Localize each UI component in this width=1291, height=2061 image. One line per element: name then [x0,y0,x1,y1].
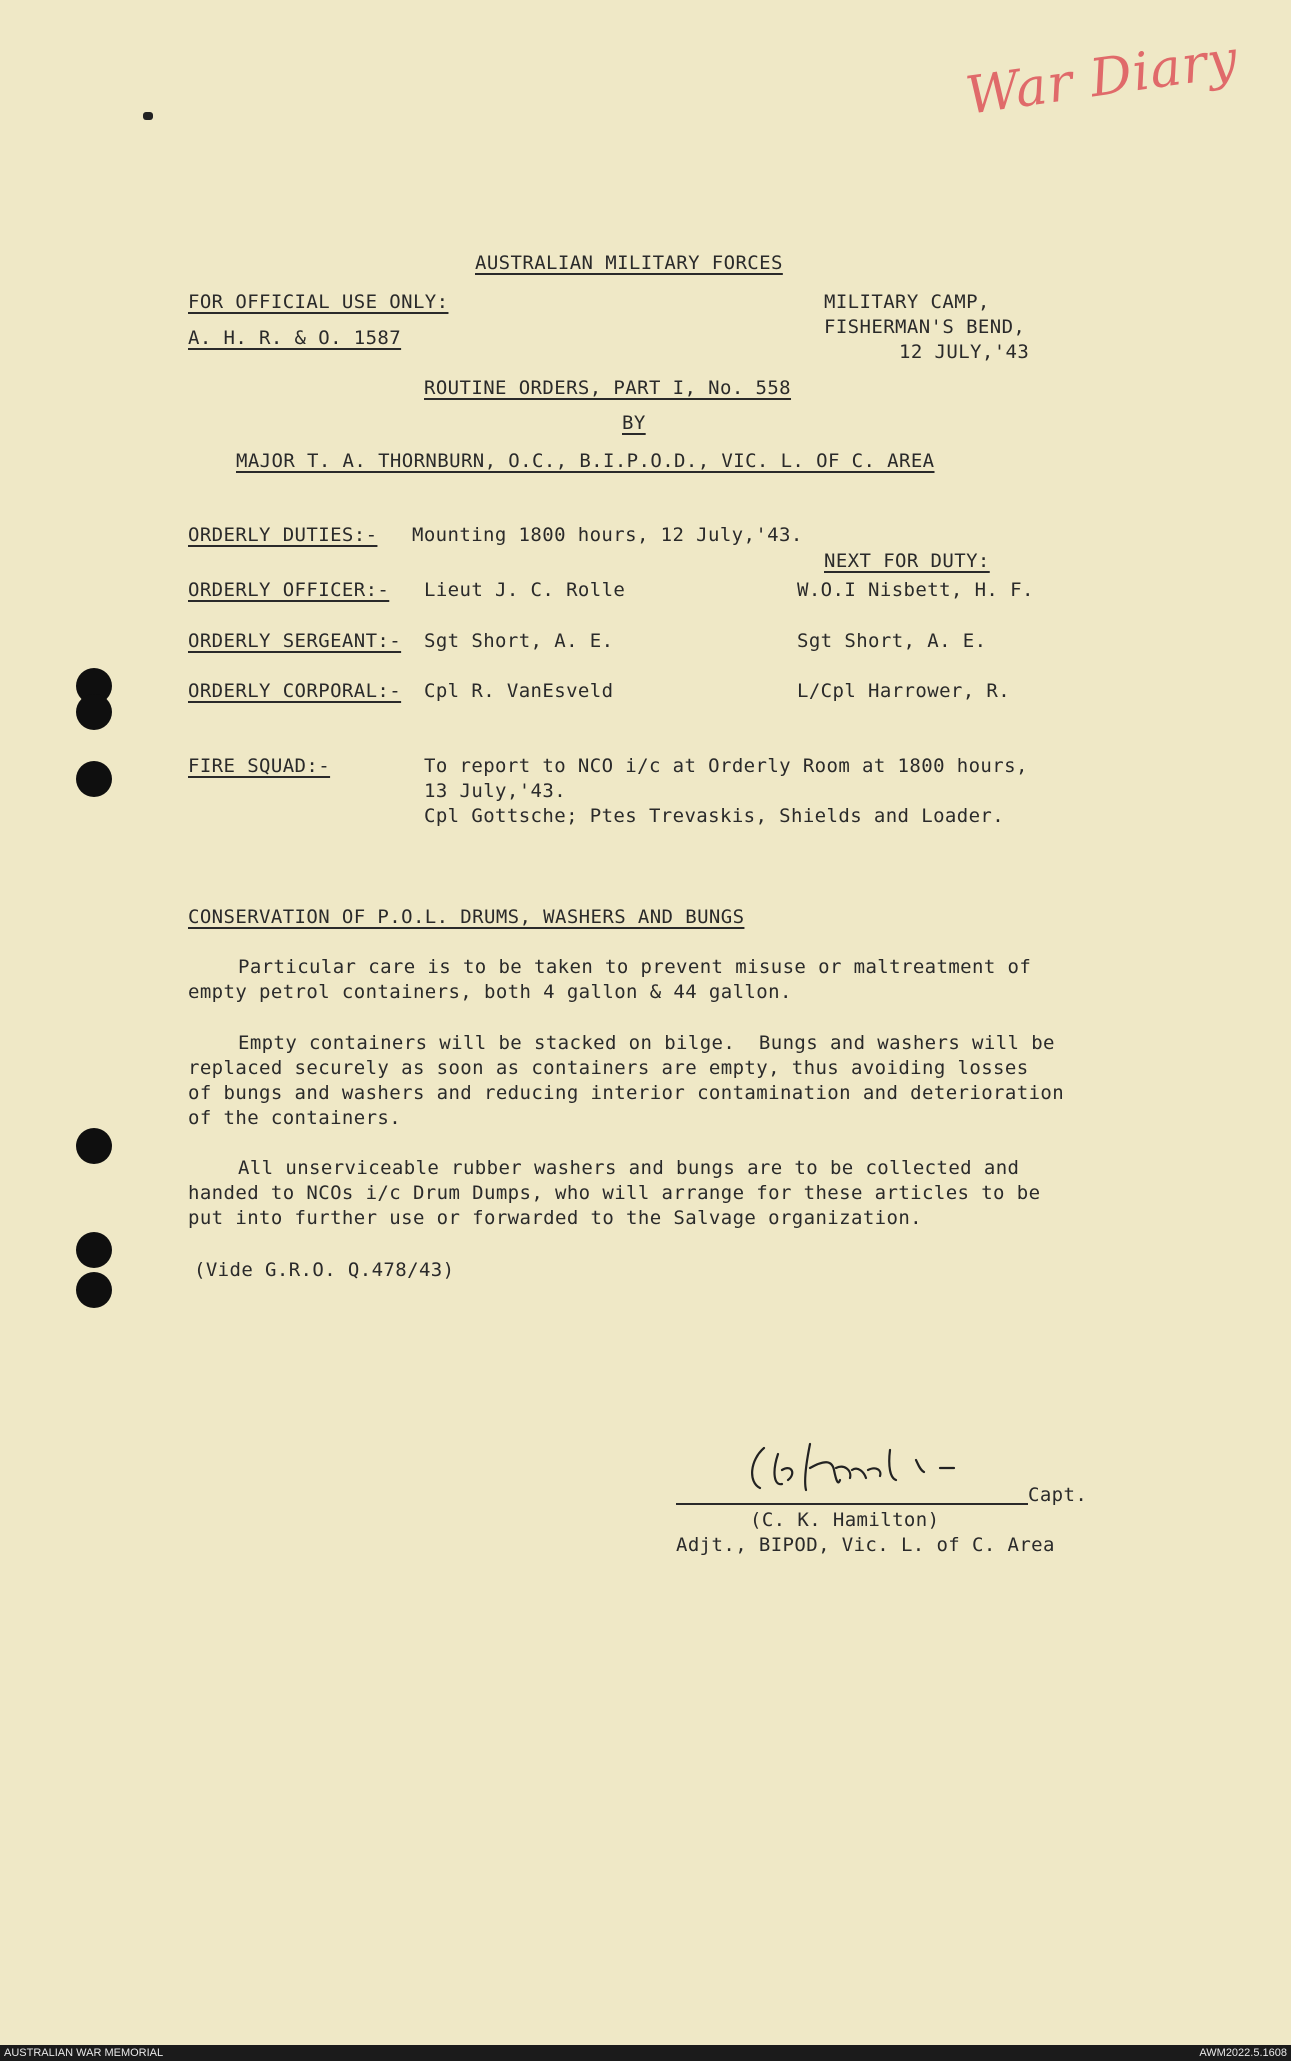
punch-hole [76,761,112,797]
orderly-officer-current: Lieut J. C. Rolle [424,579,626,601]
punch-hole [76,694,112,730]
document-date: 12 JULY,'43 [899,341,1030,363]
paragraph-2-line-3: of bungs and washers and reducing interior contamination and deterioration [188,1082,1065,1104]
footer-archive-name: AUSTRALIAN WAR MEMORIAL [4,2047,164,2059]
footer-accession-number: AWM2022.5.1608 [1199,2047,1287,2059]
location-line-2: FISHERMAN'S BEND, [824,316,1026,338]
handwritten-signature [740,1430,1020,1500]
paragraph-3-line-1: All unserviceable rubber washers and bungs are to be collected and [238,1157,1020,1179]
orderly-officer-label: ORDERLY OFFICER:- [188,579,390,601]
orderly-sergeant-label: ORDERLY SERGEANT:- [188,630,402,652]
paragraph-3-line-2: handed to NCOs i/c Drum Dumps, who will arrange for these articles to be [188,1182,1041,1204]
orderly-sergeant-next: Sgt Short, A. E. [797,630,987,652]
classification-label: FOR OFFICIAL USE ONLY: [188,291,449,313]
punch-hole [76,1232,112,1268]
orderly-corporal-current: Cpl R. VanEsveld [424,680,614,702]
vide-reference: (Vide G.R.O. Q.478/43) [194,1259,455,1281]
orderly-duties-label: ORDERLY DUTIES:- [188,524,378,546]
signatory-name: (C. K. Hamilton) [750,1509,940,1531]
paragraph-3-line-3: put into further use or forwarded to the Salvage organization. [188,1207,923,1229]
signatory-title: Adjt., BIPOD, Vic. L. of C. Area [676,1534,1055,1556]
paragraph-1-line-2: empty petrol containers, both 4 gallon & 44 gallon. [188,981,792,1003]
signatory-rank: Capt. [1028,1484,1088,1506]
orderly-officer-next: W.O.I Nisbett, H. F. [797,579,1034,601]
orderly-corporal-next: L/Cpl Harrower, R. [797,680,1011,702]
orderly-corporal-label: ORDERLY CORPORAL:- [188,680,402,702]
paragraph-2-line-2: replaced securely as soon as containers are empty, thus avoiding losses [188,1057,1029,1079]
location-line-1: MILITARY CAMP, [824,291,990,313]
paragraph-2-line-1: Empty containers will be stacked on bilge. Bungs and washers will be [238,1032,1055,1054]
signature-line [676,1503,1028,1505]
fire-squad-line-3: Cpl Gottsche; Ptes Trevaskis, Shields and Loader. [424,805,1005,827]
paragraph-2-line-4: of the containers. [188,1107,402,1129]
paragraph-1-line-1: Particular care is to be taken to prevent misuse or maltreatment of [238,956,1032,978]
fire-squad-line-1: To report to NCO i/c at Orderly Room at 1800 hours, [424,755,1028,777]
punch-hole [76,1128,112,1164]
punch-hole [76,1272,112,1308]
document-title: AUSTRALIAN MILITARY FORCES [475,252,783,274]
next-for-duty-label: NEXT FOR DUTY: [824,550,990,572]
ink-blot-mark [143,112,153,120]
issuer-line: MAJOR T. A. THORNBURN, O.C., B.I.P.O.D., VIC. L. OF C. AREA [236,450,935,472]
orderly-duties-value: Mounting 1800 hours, 12 July,'43. [412,524,803,546]
fire-squad-label: FIRE SQUAD:- [188,755,331,777]
orderly-sergeant-current: Sgt Short, A. E. [424,630,614,652]
orders-title: ROUTINE ORDERS, PART I, No. 558 [424,377,792,399]
fire-squad-line-2: 13 July,'43. [424,780,567,802]
section-heading: CONSERVATION OF P.O.L. DRUMS, WASHERS AND BUNGS [188,906,745,928]
reference-number: A. H. R. & O. 1587 [188,327,402,349]
by-label: BY [622,412,646,434]
handwritten-war-diary-annotation: War Diary [962,29,1242,127]
